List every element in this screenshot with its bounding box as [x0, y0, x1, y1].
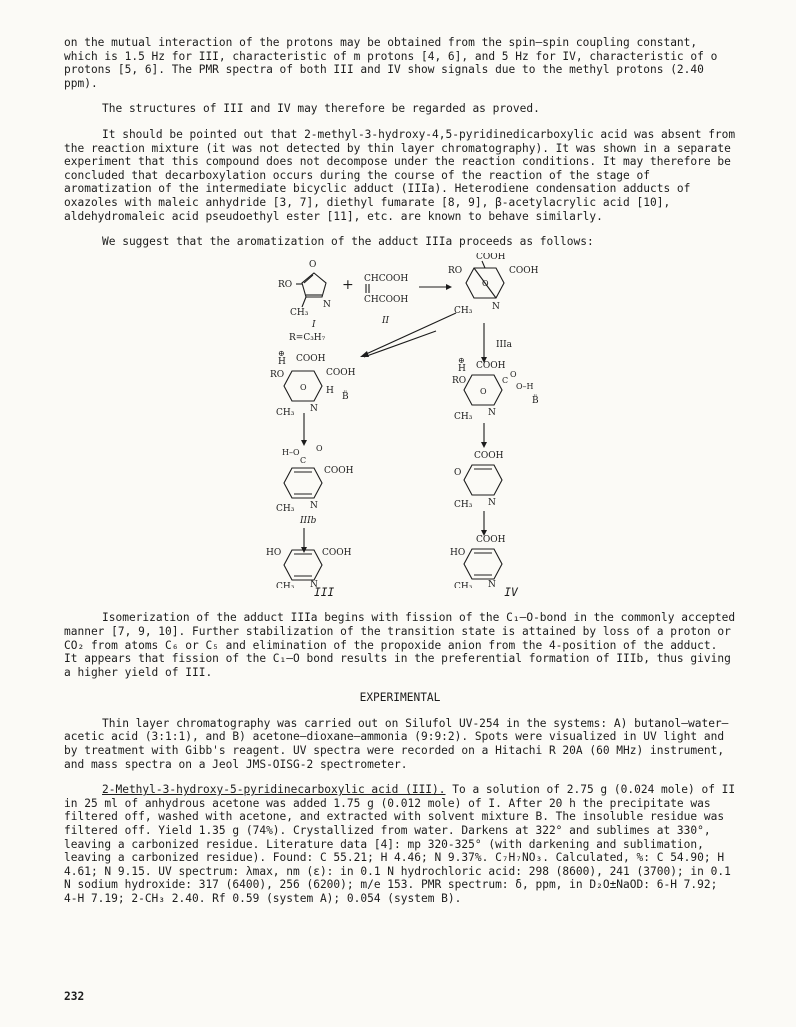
III-ho: HO — [266, 547, 282, 558]
right-mid-ch3: CH₃ — [454, 499, 473, 510]
page-body — [64, 36, 736, 906]
IV-cooh: COOH — [476, 534, 506, 545]
left-b-h: H — [326, 385, 334, 396]
compound-IV-structure — [450, 535, 506, 588]
IV-ch3: CH₃ — [454, 581, 473, 588]
right-n: N — [488, 407, 496, 418]
IIIb-ch3: CH₃ — [276, 503, 295, 514]
paragraph-4: We suggest that the aromatization of the adduct IIIa proceeds as follows: — [102, 235, 594, 249]
left-plus-charge: ⊕ — [278, 348, 285, 358]
III-n: N — [310, 579, 318, 588]
compound-IIIa-label: IIIa — [496, 339, 513, 350]
paragraph-3: It should be pointed out that 2-methyl-3-hydroxy-4,5-pyridinedicarboxylic acid was absent from the reaction mixture (it was not detected by thin layer chromatography). It was shown in a separate experiment that this compound does not decompose under the reaction conditions. It may therefore be concluded that decarboxylation occurs during the course of the reaction of the stage of aromatization of the intermediate bicyclic adduct (IIIa). Heterodiene condensation adducts of oxazoles with maleic anhydride [3, 7], diethyl fumarate [8, 9], β-acetylacrylic acid [10], aldehydromaleic acid pseudoethyl ester [11], etc. are known to behave similarly. — [64, 127, 736, 223]
paragraph-7 — [64, 783, 736, 905]
paragraph-6: Thin layer chromatography was carried out on Silufol UV-254 in the systems: A) butanol—water—acetic acid (3:1:1), and B) acetone—dioxane—ammonia (9:9:2). Spots were visualized in UV light and by treatment with Gibb's reagent. UV spectra were recorded on a Hitachi R 20A (60 MHz) instrument, and mass spectra on a Jeol JMS-OISG-2 spectrometer. — [64, 716, 729, 771]
right-plus-charge: ⊕ — [458, 355, 465, 365]
adduct-ro: RO — [448, 265, 463, 276]
left-ro: RO — [270, 369, 285, 380]
oxazole-n-label: N — [323, 299, 331, 310]
r-definition: R=C₃H₇ — [289, 332, 326, 343]
compound-III-caption: III — [314, 585, 335, 599]
adduct-bridge-o: O — [482, 278, 489, 288]
right-mid-n: N — [488, 497, 496, 508]
compound-IIIb-structure — [276, 444, 354, 553]
IIIb-cooh: COOH — [324, 465, 354, 476]
right-mid-cooh: COOH — [474, 450, 504, 461]
left-bridge-o: O — [300, 382, 307, 392]
adduct-n: N — [492, 301, 500, 312]
right-cooh-top: COOH — [476, 360, 506, 371]
right-o-label: O — [510, 369, 517, 379]
section-title: EXPERIMENTAL — [359, 691, 441, 705]
III-ch3: CH₃ — [276, 581, 295, 588]
maleic-bottom-label: CHCOOH — [364, 294, 409, 305]
right-oh-label: O–H — [516, 381, 534, 391]
left-cooh-right: COOH — [326, 367, 356, 378]
reaction-scheme — [64, 253, 736, 588]
left-base: B̈ — [342, 391, 349, 402]
IV-ho: HO — [450, 547, 466, 558]
left-intermediate-structure — [270, 349, 356, 446]
right-ro: RO — [452, 375, 467, 386]
reaction-scheme-drawing — [64, 253, 736, 588]
oxazole-ch3-label: CH₃ — [290, 307, 309, 318]
compound-II-label: II — [382, 315, 390, 326]
adduct-IIIa-structure — [448, 253, 539, 363]
procedure-title: 2-Methyl-3-hydroxy-5-pyridinecarboxylic acid (III). — [102, 783, 446, 797]
IV-n: N — [488, 579, 496, 588]
left-n: N — [310, 403, 318, 414]
paragraph-1: on the mutual interaction of the protons may be obtained from the spin—spin coupling constant, which is 1.5 Hz for III, characteristic of m protons [4, 6], and 5 Hz for IV, characteristic of o protons [5, 6]. The PMR spectra of both III and IV show signals due to the methyl protons (2.40 ppm). — [64, 36, 718, 90]
compound-labels-line — [64, 586, 736, 600]
paragraph-5: Isomerization of the adduct IIIa begins with fission of the C₁—O-bond in the commonly accepted manner [7, 9, 10]. Further stabilization of the transition state is attained by loss of a proton or CO₂ from atoms C₆ or C₅ and elimination of the propoxide anion from the 4-position of the adduct. It appears that fission of the C₁—O bond results in the preferential formation of IIIb, thus giving a higher yield of III. — [64, 611, 736, 679]
left-h: H — [278, 356, 286, 367]
adduct-ch3: CH₃ — [454, 305, 473, 316]
oxazole-ro-label: RO — [278, 279, 293, 290]
compound-IIIb-label: IIIb — [300, 515, 317, 526]
IIIb-c: C — [300, 455, 307, 465]
III-cooh: COOH — [322, 547, 352, 558]
right-h: H — [458, 363, 466, 374]
left-ch3: CH₃ — [276, 407, 295, 418]
right-ch3: CH₃ — [454, 411, 473, 422]
maleic-acid-structure — [364, 274, 408, 326]
compound-IV-caption: IV — [504, 585, 518, 599]
adduct-cooh-right: COOH — [509, 265, 539, 276]
plus-sign: + — [342, 276, 354, 293]
compound-III-structure — [266, 548, 352, 588]
right-base: B̈ — [532, 395, 539, 406]
oxazole-o-label: O — [309, 259, 317, 270]
oxazole-structure — [278, 260, 331, 330]
maleic-top-label: CHCOOH — [364, 273, 409, 284]
page-number: 232 — [64, 990, 85, 1003]
right-mid-o: O — [454, 467, 462, 478]
right-bridge-o: O — [480, 386, 487, 396]
IIIb-n: N — [310, 500, 318, 511]
IIIb-o: O — [316, 443, 323, 453]
IIIb-h-o: H–O — [282, 447, 300, 457]
right-intermediate-structure — [452, 356, 539, 448]
right-c-label: C — [502, 375, 509, 385]
adduct-cooh-top: COOH — [476, 252, 506, 262]
compound-I-label: I — [312, 319, 316, 330]
procedure-text: To a solution of 2.75 g (0.024 mole) of II in 25 ml of anhydrous acetone was added 1.75 g (0.012 mole) of I. After 20 h the precipitate was filtered off, washed with acetone, and extracted with solvent mixture B. The insoluble residue was filtered off. Yield 1.35 g (74%). Crystallized from water. Darkens at 322° and sublimes at 330°, leaving a carbonized residue. Literature data [4]: mp 320-325° (with darkening and sublimation, leaving a carbonized residue). Found: C 55.21; H 4.46; N 9.37%. C₇H₇NO₃. Calculated, %: C 54.90; H 4.61; N 9.15. UV spectrum: λmax, nm (ε): in 0.1 N hydrochloric acid: 298 (8600), 241 (3700); in 0.1 N sodium hydroxide: 317 (6400), 256 (6200); m/e 153. PMR spectrum: δ, ppm, in D₂O±NaOD: 6-H 7.92; 4-H 7.19; 2-CH₃ 2.40. Rf 0.59 (system A); 0.054 (system B). — [64, 783, 736, 905]
paragraph-2: The structures of III and IV may therefore be regarded as proved. — [102, 102, 540, 116]
left-cooh-top: COOH — [296, 353, 326, 364]
right-middle-structure — [454, 451, 504, 536]
